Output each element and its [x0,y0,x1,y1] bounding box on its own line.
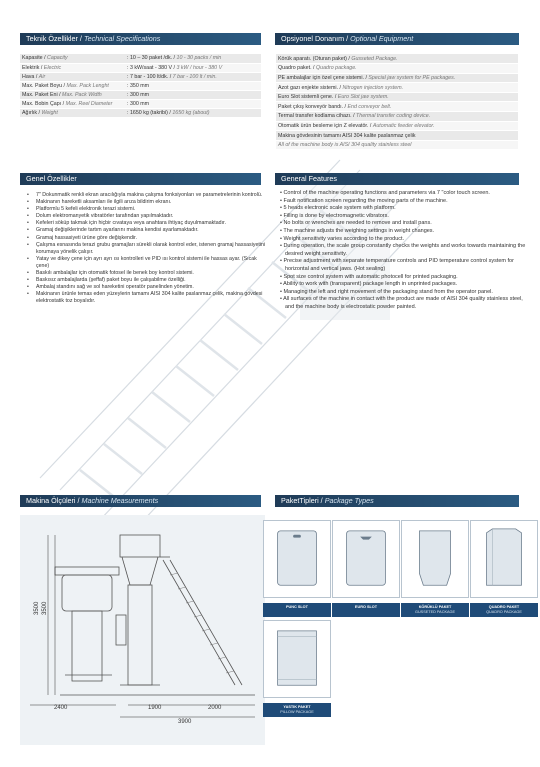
spec-label: Max. Bobin Çapı / Max. Reel Diameter [20,99,125,108]
general-en-title: General Features [281,174,337,183]
spec-label: Hava / Air [20,72,125,81]
general-en-item: • Filling is done by electromagnetic vibrators. [280,212,389,219]
general-tr-item: • Baskısız ambalajlarda (şeffaf) paket boyu ile çalışabilme özelliği. [27,277,267,284]
optional-row [276,140,518,150]
optional-row [276,112,518,122]
optional-row [276,73,518,83]
optional-item: Azot gazı enjekte sistemi. / Nitrogen injection system. [276,83,518,93]
spec-title-en: Technical Specifications [83,34,161,43]
general-tr-item: • Platformlu 5 kefeli elektronik terazi sistemi. [27,206,267,213]
general-tr-item: • Gramaj değişiklerinde tartım ayarlarını makina kendisi ayarlamaktadır. [27,227,267,234]
general-tr-item: • Makinanın ürünle temas eden yüzeylerin tamamı AISI 304 kalite paslanmaz çelik, makina gövdesi elektrostatik toz boyalıdır. [27,291,267,305]
spec-value: : 300 mm [125,90,261,99]
general-tr-header [20,173,261,185]
general-tr-item: • Dolum elektromanyetik vibratörler tarafından yapılmaktadır. [27,213,267,220]
packages-title: PaketTipleri [281,496,319,505]
package-card-gusseted [401,520,469,617]
dim-width-right: 2000 [208,705,222,711]
spec-value: : 300 mm [125,99,261,108]
spec-value: : 3 kW/saat - 380 V / 3 kW / hour - 380 V [125,63,261,72]
dim-width-mid: 1900 [148,705,162,711]
spec-table [20,54,261,118]
dim-width-total: 3900 [178,719,192,725]
general-en-item: • Control of the machine operating functions and parameters via 7 "color touch screen. [280,190,490,196]
general-tr-item: • Çalışma esnasında terazi grubu gramajları sürekli olarak kontrol eder, istenen gramaj hassasiyetini korumaya yönelik çalışır. [27,242,267,256]
general-tr-item: • Makinanın hareketli aksamları ile ilgili arıza bildirim ekranı. [27,199,267,206]
package-caption: PUNC SLOT [263,603,331,617]
general-en-item: • All surfaces of the machine in contact with the product are made of AISI 304 quality stainless steel, and the machine body is electrostatic powder painted. [280,296,523,310]
optional-item: All of the machine body is AISI 304 quality stainless steel [276,140,518,150]
package-caption: KÖRÜKLÜ PAKET GUSSETED PACKAGE [401,603,469,617]
spec-label: Max. Paket Eni / Max. Pack Width [20,90,125,99]
packages-title-en: Package Types [324,496,374,505]
spec-value: : 1650 kg (takribi) / 1650 kg (about) [125,108,261,117]
gusseted-bag-icon [401,520,469,598]
spec-value: : 350 mm [125,81,261,90]
package-card-punc-slot [263,520,331,617]
spec-label: Elektrik / Electric [20,63,125,72]
optional-title: Opsiyonel Donanım [281,34,345,43]
packages-header: PaketTipleri / Package Types [275,495,519,507]
package-card-pillow [263,620,331,717]
optional-row [276,131,518,141]
spec-row [20,72,261,81]
spec-row [20,54,261,63]
package-caption: QUADRO PAKET QUADRO PACKAGE [470,603,538,617]
general-en-item: • Spot size control system with automatic photocell for printed packaging. [280,273,458,280]
dim-height-2: 3500 [42,601,48,615]
spec-row [20,99,261,108]
package-card-quadro [470,520,538,617]
spec-title: Teknik Özellikler [26,34,78,43]
optional-row [276,54,518,64]
spec-row [20,63,261,72]
spec-row [20,81,261,90]
euro-slot-bag-icon [332,520,400,598]
general-en-item: • Ability to work with (transparent) package length in unprinted packages. [280,281,458,288]
optional-row [276,102,518,112]
optional-item: Euro Slot sistemli çene. / Euro Slot jaw system. [276,92,518,102]
general-tr-title: Genel Özellikler [26,174,77,183]
general-en-item: • No bolts or wrenches are needed to remove and install pans. [280,220,432,227]
dim-width-left: 2400 [54,705,68,711]
spec-label: Ağırlık / Weight [20,108,125,117]
package-card-euro-slot [332,520,400,617]
measure-title: Makina Ölçüleri [26,496,76,505]
optional-title-en: Optional Equipment [350,34,414,43]
optional-item: PE ambalajlar için özel çene sistemi. / Special jaw system for PE packages. [276,73,518,83]
general-en-header [275,173,519,185]
spec-value: : 10 – 30 paket /dk. / 10 - 30 packs / min [125,54,261,63]
general-tr-item: • Kefeleri söküp takmak için hiçbir cıvataya veya anahtara ihtiyaç duyulmamaktadır. [27,220,267,227]
package-caption: EURO SLOT [332,603,400,617]
measure-header: Makina Ölçüleri / Machine Measurements [20,495,261,507]
optional-item: Körük aparatı. (Oturan paket) / Gusseted Package. [276,54,518,64]
general-en-item: • Fault notification screen regarding the moving parts of the machine. [280,197,448,204]
spec-row [20,108,261,117]
general-tr-list [27,192,267,306]
general-en-item: • Precise adjustment with separate temperature controls and PID temperature control system for horizontal and vertical jaws. (Hot sealing) [280,258,514,272]
punc-slot-bag-icon [263,520,331,598]
spec-row [20,90,261,99]
general-tr-item: • Ambalaj standını sağ ve sol hareketini operatör panelinden yönetim. [27,284,267,291]
general-tr-item: • Baskılı ambalajlar için otomatik fotosel ile benek boy kontrol sistemi. [27,270,267,277]
optional-item: Termal transfer kodlama cihazı. / Thermal transfer coding device. [276,112,518,122]
spec-label: Kapasite / Capacity [20,54,125,63]
optional-item: Paket çıkış konveyör bandı. / End conveyor belt. [276,102,518,112]
optional-row [276,121,518,131]
optional-row [276,64,518,74]
dim-height-1: 3500 [34,601,40,615]
measure-title-en: Machine Measurements [81,496,159,505]
package-caption: YASTIK PAKET PILLOW PACKAGE [263,703,331,717]
general-tr-item: • Yatay ve dikey çene için ayrı ayrı ısı kontrolleri ve PID ısı kontrol sistemi ile hassas ayar. (Sıcak çene) [27,256,267,270]
optional-row [276,92,518,102]
general-en-item: • During operation, the scale group constantly checks the weights and works towards maintaining the desired weight sensitivity. [280,243,526,257]
spec-header: Teknik Özellikler / Technical Specifications [20,33,261,45]
spec-value: : 7 bar - 100 lt/dk. / 7 bar - 100 lt / min. [125,72,261,81]
optional-header: Opsiyonel Donanım / Optional Equipment [275,33,519,45]
optional-table [276,54,518,150]
general-en-list [276,190,528,312]
optional-row [276,83,518,93]
general-tr-item: • Gramaj hassasiyeti ürüne göre değişkendir. [27,235,267,242]
spec-label: Max. Paket Boyu / Max. Pack Lenght [20,81,125,90]
pillow-bag-icon [263,620,331,698]
general-en-item: • Weight sensitivity varies according to the product. [280,235,405,242]
optional-item: Makina gövdesinin tamamı AISI 304 kalite paslanmaz çelik [276,131,518,141]
quadro-bag-icon [470,520,538,598]
general-en-item: • The machine adjusts the weighing settings in weight changes. [280,227,435,234]
general-en-item: • Managing the left and right movement of the packaging stand from the operator panel. [280,288,493,295]
optional-item: Otomatik ürün besleme için Z elevatör. / Automatic feeder elevator. [276,121,518,131]
general-tr-item: • 7" Dokunmatik renkli ekran aracılığıyla makina çalışma fonksiyonları ve parametrelerinin kontrolü. [27,192,267,199]
optional-item: Quadro paket. / Quadro package. [276,64,518,74]
general-en-item: • 5 heads electronic scale system with platform. [280,205,396,212]
